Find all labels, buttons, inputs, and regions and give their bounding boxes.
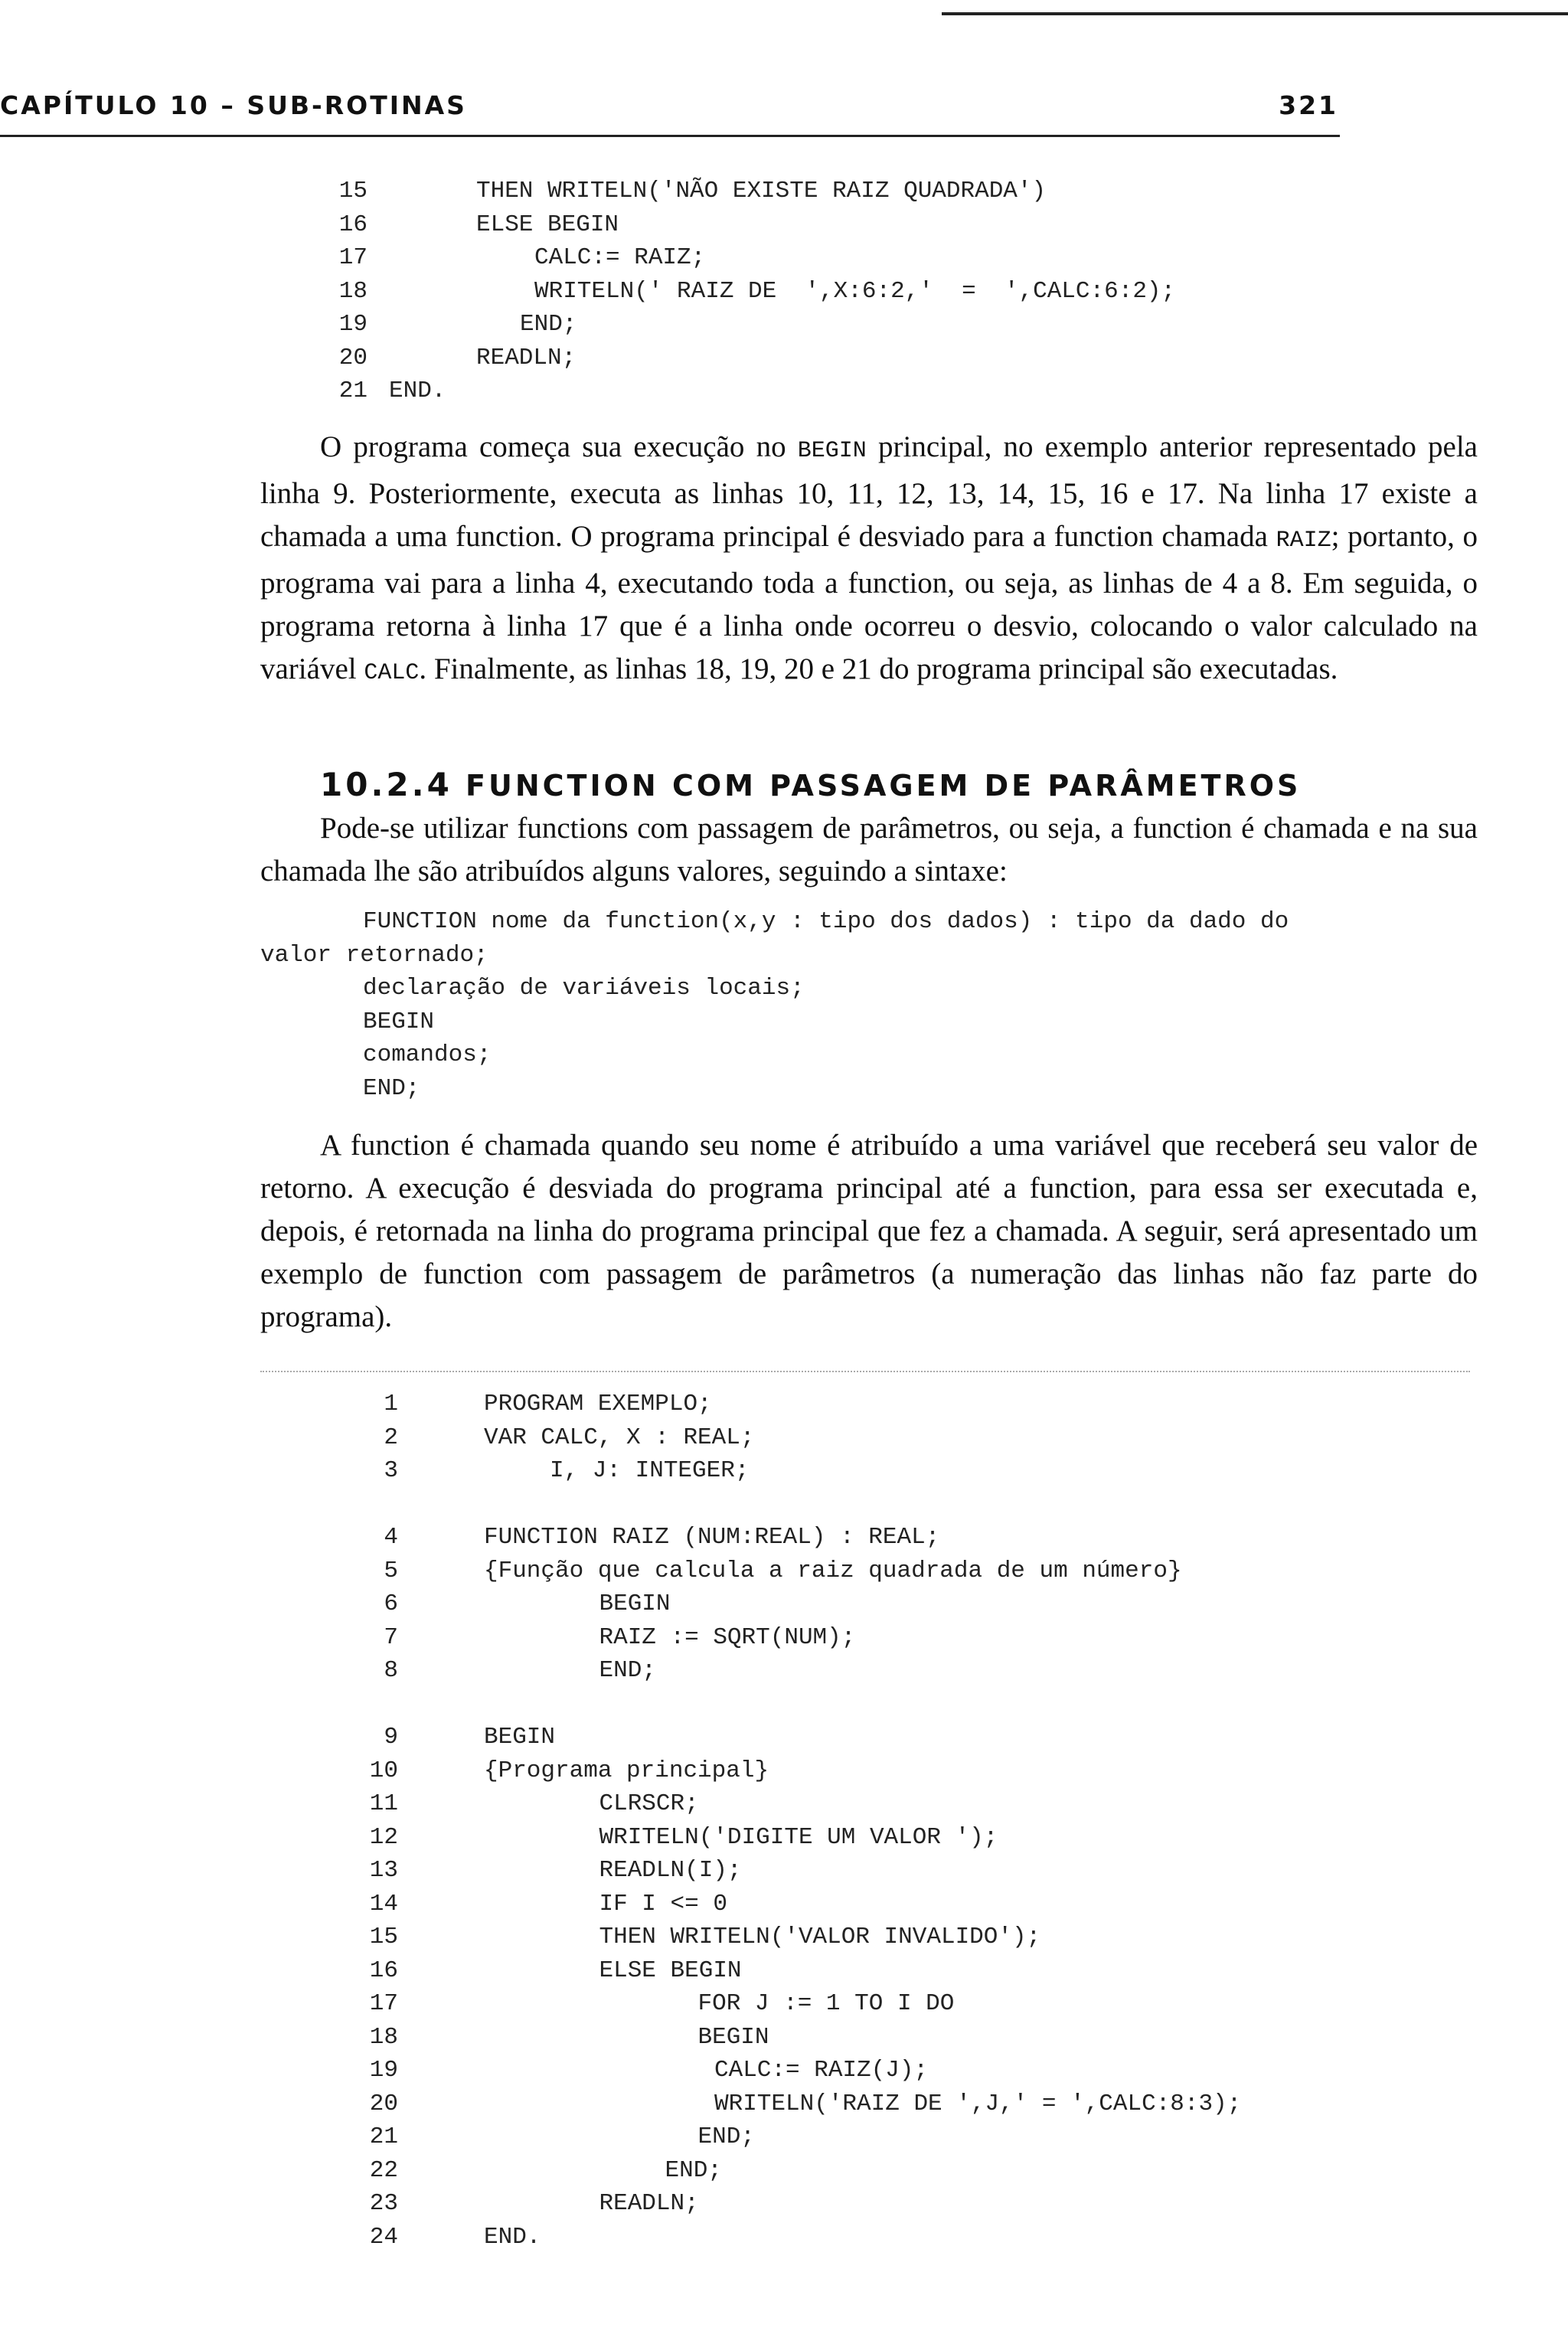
- syntax-line: comandos;: [363, 1041, 492, 1068]
- code-begin: BEGIN: [797, 438, 867, 464]
- code-line: [314, 241, 1493, 275]
- line-number: 2: [384, 1424, 398, 1451]
- code-line: [345, 2154, 1493, 2188]
- separator-rule: [260, 1371, 1470, 1372]
- syntax-block: [260, 905, 1485, 1105]
- code-calc: CALC: [364, 660, 420, 686]
- line-number: 15: [369, 1924, 398, 1950]
- code-text: WRITELN('DIGITE UM VALOR ');: [599, 1823, 998, 1851]
- code-listing-example: [345, 1388, 1493, 2254]
- line-number: 1: [384, 1391, 398, 1417]
- code-line: [314, 342, 1493, 375]
- code-line: [314, 308, 1493, 342]
- line-number: 22: [369, 2156, 398, 2184]
- section-number: 10.2.4: [320, 766, 452, 803]
- code-text: READLN(I);: [599, 1857, 742, 1884]
- line-number: 21: [369, 2123, 398, 2150]
- line-number: 20: [338, 344, 368, 371]
- syntax-line: END;: [363, 1074, 420, 1102]
- code-line: [345, 1621, 1493, 1655]
- code-text: PROGRAM EXEMPLO;: [484, 1391, 712, 1417]
- code-text: BEGIN: [484, 1724, 556, 1751]
- code-text: END;: [599, 1657, 656, 1684]
- line-number: 9: [384, 1724, 398, 1751]
- line-number: 5: [384, 1557, 398, 1584]
- code-text: THEN WRITELN('VALOR INVALIDO');: [599, 1924, 1041, 1950]
- code-line: [345, 1854, 1493, 1888]
- code-line: [345, 1488, 1493, 1522]
- section-title: FUNCTION COM PASSAGEM DE PARÂMETROS: [466, 769, 1302, 803]
- paragraph-syntax-intro: Pode-se utilizar functions com passagem de parâmetros, ou seja, a function é chamada e na sua chamada lhe são atribuídos alguns valores, seguindo a sintaxe:: [260, 812, 1478, 888]
- code-listing-top: [314, 175, 1493, 408]
- code-text: END;: [665, 2156, 722, 2184]
- line-number: 24: [369, 2223, 398, 2251]
- code-line: [345, 1754, 1493, 1788]
- code-text: END;: [697, 2123, 755, 2150]
- page-number: 321: [1279, 90, 1338, 120]
- line-number: 7: [384, 1623, 398, 1651]
- code-line: [345, 1654, 1493, 1688]
- code-line: [314, 275, 1493, 309]
- code-text: RAIZ := SQRT(NUM);: [599, 1623, 856, 1651]
- code-line: [345, 1721, 1493, 1754]
- code-line: [345, 2187, 1493, 2221]
- code-line: [345, 1587, 1493, 1621]
- line-number: 16: [338, 211, 368, 238]
- code-text: THEN WRITELN('NÃO EXISTE RAIZ QUADRADA'): [476, 178, 1047, 204]
- syntax-line: BEGIN: [363, 1008, 435, 1035]
- code-line: [345, 1521, 1493, 1555]
- line-number: 13: [369, 1857, 398, 1884]
- section-heading: [320, 766, 1301, 803]
- code-line: [345, 1421, 1493, 1455]
- paragraph-function-call: A function é chamada quando seu nome é atribuído a uma variável que receberá seu valor de retorno. A execução é desviada do programa principal até a function, para essa ser executada e, depois, é retornada na linha do programa principal que fez a chamada. A seguir, será apresentado um exemplo de function com passagem de parâmetros (a numeração das linhas não faz parte do programa).: [260, 1129, 1478, 1333]
- code-text: ELSE BEGIN: [476, 211, 619, 238]
- line-number: 16: [369, 1957, 398, 1984]
- code-text: WRITELN(' RAIZ DE ',X:6:2,' = ',CALC:6:2);: [534, 277, 1176, 305]
- syntax-line: declaração de variáveis locais;: [363, 975, 805, 1002]
- code-text: FOR J := 1 TO I DO: [697, 1990, 955, 2017]
- code-text: READLN;: [476, 344, 577, 371]
- code-text: CALC:= RAIZ;: [534, 244, 706, 271]
- code-line: [345, 1921, 1493, 1954]
- code-text: VAR CALC, X : REAL;: [484, 1424, 755, 1451]
- line-number: 11: [369, 1790, 398, 1817]
- code-line: [345, 2221, 1493, 2254]
- code-text: END.: [389, 378, 446, 404]
- code-line: [345, 1454, 1493, 1488]
- line-number: 14: [369, 1890, 398, 1917]
- running-head: [0, 90, 1338, 120]
- line-number: 3: [384, 1457, 398, 1484]
- code-text: CALC:= RAIZ(J);: [714, 2057, 929, 2084]
- code-text: IF I <= 0: [599, 1890, 727, 1917]
- code-line: [345, 2054, 1493, 2087]
- code-line: [314, 208, 1493, 242]
- line-number: 19: [338, 311, 368, 338]
- code-line: [345, 1787, 1493, 1821]
- code-text: ELSE BEGIN: [599, 1957, 742, 1984]
- line-number: 6: [384, 1591, 398, 1617]
- code-line: [345, 1888, 1493, 1921]
- line-number: 20: [369, 2090, 398, 2117]
- line-number: 17: [338, 244, 368, 271]
- code-text: READLN;: [599, 2190, 699, 2217]
- code-line: [345, 1821, 1493, 1855]
- code-text: WRITELN('RAIZ DE ',J,' = ',CALC:8:3);: [714, 2090, 1242, 2117]
- line-number: 15: [338, 178, 368, 204]
- paragraph-execution: O programa começa sua execução no BEGIN principal, no exemplo anterior representado pela linha 9. Posteriormente, executa as linhas 10, 11, 12, 13, 14, 15, 16 e 17. Na linha 17 existe a chamada a uma function. O programa principal é desviado para a function chamada RAIZ; portanto, o programa vai para a linha 4, executando toda a function, ou seja, as linhas de 4 a 8. Em seguida, o programa retorna à linha 17 que é a linha onde ocorreu o desvio, colocando o valor calculado na variável CALC. Finalmente, as linhas 18, 19, 20 e 21 do programa principal são executadas.: [260, 430, 1478, 686]
- line-number: 4: [384, 1524, 398, 1551]
- code-line: [345, 2021, 1493, 2055]
- syntax-line: valor retornado;: [260, 941, 488, 969]
- syntax-line: FUNCTION nome da function(x,y : tipo dos dados) : tipo da dado do: [363, 908, 1289, 935]
- top-rule: [942, 12, 1568, 15]
- line-number: 17: [369, 1990, 398, 2017]
- code-raiz: RAIZ: [1276, 528, 1331, 554]
- code-line: [314, 374, 1493, 408]
- line-number: 12: [369, 1823, 398, 1851]
- line-number: 19: [369, 2057, 398, 2084]
- line-number: 21: [338, 378, 368, 404]
- line-number: 18: [338, 277, 368, 305]
- header-rule: [0, 135, 1340, 137]
- code-line: [345, 1954, 1493, 1988]
- code-text: FUNCTION RAIZ (NUM:REAL) : REAL;: [484, 1524, 940, 1551]
- chapter-title: CAPÍTULO 10 – SUB-ROTINAS: [0, 90, 467, 120]
- code-text: BEGIN: [697, 2023, 769, 2051]
- code-text: {Programa principal}: [484, 1757, 769, 1784]
- code-line: [345, 1987, 1493, 2021]
- code-line: [345, 1555, 1493, 1588]
- code-text: I, J: INTEGER;: [550, 1457, 750, 1484]
- code-line: [345, 2120, 1493, 2154]
- code-text: BEGIN: [599, 1591, 671, 1617]
- line-number: 8: [384, 1657, 398, 1684]
- code-line: [345, 1388, 1493, 1421]
- line-number: 18: [369, 2023, 398, 2051]
- line-number: 23: [369, 2190, 398, 2217]
- code-line: [314, 175, 1493, 208]
- line-number: 10: [369, 1757, 398, 1784]
- code-text: END.: [484, 2223, 541, 2251]
- code-line: [345, 1688, 1493, 1721]
- code-text: END;: [520, 311, 577, 338]
- code-text: {Função que calcula a raiz quadrada de um número}: [484, 1557, 1182, 1584]
- code-text: CLRSCR;: [599, 1790, 699, 1817]
- code-line: [345, 2087, 1493, 2121]
